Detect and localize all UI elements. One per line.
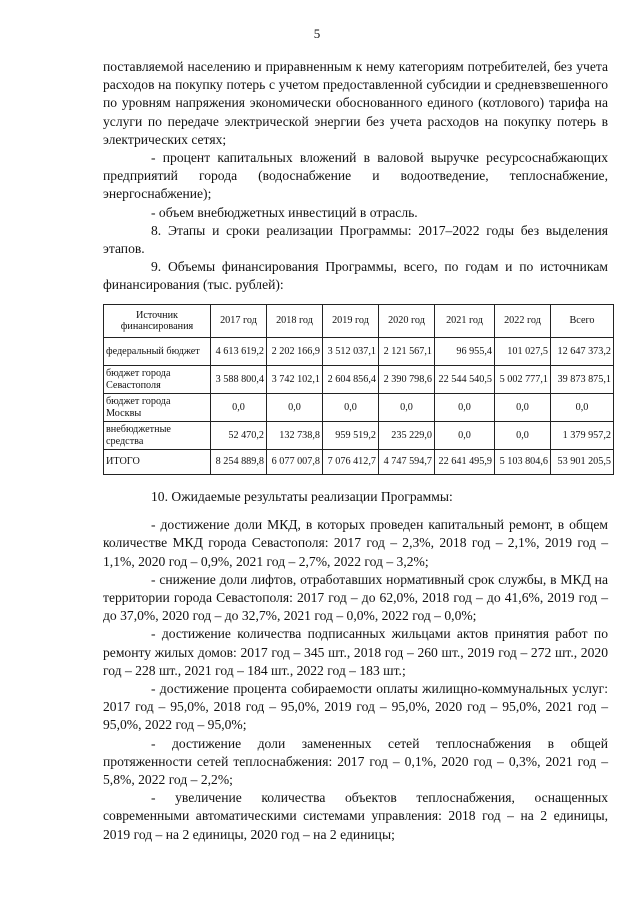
table-cell: 0,0 xyxy=(551,394,614,422)
list-item: - достижение доли замененных сетей теплоснабжения в общей протяженности сетей теплоснабжения: 2017 год – 0,1%, 2020 год – 0,3%, 2021 год – 5,8%, 2022 год – 2,2%; xyxy=(103,735,608,788)
table-cell: 959 519,2 xyxy=(323,422,379,450)
row-label: ИТОГО xyxy=(104,450,211,475)
row-label: внебюджетные средства xyxy=(104,422,211,450)
table-cell: 2 390 798,6 xyxy=(379,366,435,394)
table-header-cell: 2019 год xyxy=(323,305,379,338)
table-cell: 96 955,4 xyxy=(435,338,495,366)
paragraph-stages: 8. Этапы и сроки реализации Программы: 2017–2022 годы без выделения этапов. xyxy=(103,222,608,257)
row-label: федеральный бюджет xyxy=(104,338,211,366)
table-cell: 4 613 619,2 xyxy=(211,338,267,366)
table-cell: 0,0 xyxy=(495,394,551,422)
table-cell: 5 103 804,6 xyxy=(495,450,551,475)
table-cell: 3 742 102,1 xyxy=(267,366,323,394)
table-cell: 3 512 037,1 xyxy=(323,338,379,366)
list-item: - снижение доли лифтов, отработавших нормативный срок службы, в МКД на территории города Севастополя: 2017 год – до 62,0%, 2018 год – до 41,6%, 2019 год – до 37,0%, 2020 год – до 32,7%, 2021 год – 0,0%, 2022 год – 0,0%; xyxy=(103,571,608,624)
table-cell: 1 379 957,2 xyxy=(551,422,614,450)
table-cell: 3 588 800,4 xyxy=(211,366,267,394)
list-item: - достижение доли МКД, в которых проведен капитальный ремонт, в общем количестве МКД города Севастополя: 2017 год – 2,3%, 2018 год – 2,1%, 2019 год – 1,1%, 2020 год – 0,9%, 2021 год – 2,7%, 2022 год – 3,2%; xyxy=(103,517,608,569)
table-cell: 5 002 777,1 xyxy=(495,366,551,394)
table-cell: 2 202 166,9 xyxy=(267,338,323,366)
table-row xyxy=(104,394,614,422)
table-header-cell: Источник финансирования xyxy=(104,305,211,338)
list-item: - увеличение количества объектов теплоснабжения, оснащенных современными автоматическими системами управления: 2018 год – на 2 единицы, 2019 год – на 2 единицы, 2020 год – на 2 единицы; xyxy=(103,790,608,842)
table-row xyxy=(104,422,614,450)
page-number: 5 xyxy=(313,26,321,41)
table-cell: 0,0 xyxy=(435,422,495,450)
row-label: бюджет города Москвы xyxy=(104,394,211,422)
list-item: - достижение процента собираемости оплаты жилищно-коммунальных услуг: 2017 год – 95,0%, 2018 год – 95,0%, 2019 год – 95,0%, 2020 год – 95,0%, 2021 год – 95,0%, 2022 год – 95,0%; xyxy=(103,681,608,733)
table-cell: 0,0 xyxy=(435,394,495,422)
table-cell: 0,0 xyxy=(211,394,267,422)
table-cell: 8 254 889,8 xyxy=(211,450,267,475)
table-cell: 2 121 567,1 xyxy=(379,338,435,366)
section-heading: 10. Ожидаемые результаты реализации Программы: xyxy=(151,489,453,504)
table-header-cell: Всего xyxy=(551,305,614,338)
table-header-cell: 2022 год xyxy=(495,305,551,338)
table-cell: 53 901 205,5 xyxy=(551,450,614,475)
table-header-cell: 2020 год xyxy=(379,305,435,338)
section-text-top xyxy=(103,58,608,295)
table-row xyxy=(104,366,614,394)
table-cell: 52 470,2 xyxy=(211,422,267,450)
paragraph-continuation: поставляемой населению и приравненным к нему категориям потребителей, без учета расходов на покупку потерь с учетом предоставленной субсидии и средневзвешенного по уровням напряжения экономически обоснованного единого (котлового) тарифа на услуги по передаче электрической энергии без учета расходов на покупку потерь в электрических сетях; xyxy=(103,59,608,147)
table-cell: 39 873 875,1 xyxy=(551,366,614,394)
table-cell: 0,0 xyxy=(379,394,435,422)
table-header-row xyxy=(104,305,614,338)
table-cell: 2 604 856,4 xyxy=(323,366,379,394)
table-cell: 235 229,0 xyxy=(379,422,435,450)
table-row xyxy=(104,338,614,366)
table-cell: 101 027,5 xyxy=(495,338,551,366)
table-cell: 0,0 xyxy=(495,422,551,450)
table-cell: 132 738,8 xyxy=(267,422,323,450)
row-label: бюджет города Севастополя xyxy=(104,366,211,394)
table-header-cell: 2021 год xyxy=(435,305,495,338)
table-cell: 7 076 412,7 xyxy=(323,450,379,475)
list-item: - достижение количества подписанных жильцами актов принятия работ по ремонту жилых домов: 2017 год – 345 шт., 2018 год – 260 шт., 2019 год – 272 шт., 2020 год – 228 шт., 2021 год – 184 шт., 2022 год – 183 шт.; xyxy=(103,626,608,678)
table-cell: 4 747 594,7 xyxy=(379,450,435,475)
table-cell: 6 077 007,8 xyxy=(267,450,323,475)
list-item-capital-investments: - процент капитальных вложений в валовой выручке ресурсоснабжающих предприятий города (водоснабжение и водоотведение, теплоснабжение, энергоснабжение); xyxy=(103,150,608,202)
table-cell: 12 647 373,2 xyxy=(551,338,614,366)
paragraph-funding: 9. Объемы финансирования Программы, всего, по годам и по источникам финансирования (тыс. рублей): xyxy=(103,259,608,293)
table-header-cell: 2018 год xyxy=(267,305,323,338)
funding-table xyxy=(103,304,614,475)
table-cell: 22 544 540,5 xyxy=(435,366,495,394)
list-item-offbudget-investments: - объем внебюджетных инвестиций в отрасль. xyxy=(151,204,418,220)
table-cell: 22 641 495,9 xyxy=(435,450,495,475)
table-cell: 0,0 xyxy=(323,394,379,422)
section-expected-results xyxy=(103,488,608,844)
table-row-total xyxy=(104,450,614,475)
table-cell: 0,0 xyxy=(267,394,323,422)
table-header-cell: 2017 год xyxy=(211,305,267,338)
